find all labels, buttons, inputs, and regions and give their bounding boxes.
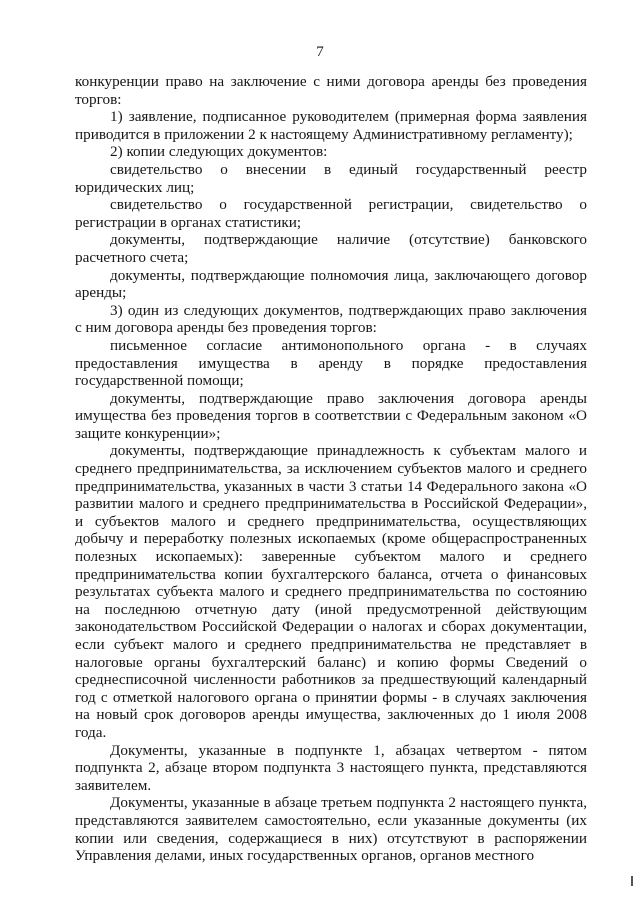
paragraph-state-registration: свидетельство о государственной регистрации, свидетельство о регистрации в органах статистики; [75,196,587,231]
paragraph-small-business: документы, подтверждающие принадлежность к субъектам малого и среднего предпринимательства, за исключением субъектов малого и среднего предпринимательства, указанных в части 3 статьи 14 Федерального закона «О развитии малого и среднего предпринимательства в Российской Федерации», и субъектов малого и среднего предпринимательства, осуществляющих добычу и переработку полезных ископаемых (кроме общераспространенных полезных ископаемых): заверенные субъектом малого и среднего предпринимательства копии бухгалтерского баланса, отчета о финансовых результатах субъекта малого и среднего предпринимательства по состоянию на последнюю отчетную дату (иной предусмотренной действующим законодательством Российской Федерации о налогах и сборах документации, если субъект малого и среднего предпринимательства не представляет в налоговые органы бухгалтерский баланс) и копию формы Сведений о среднесписочной численности работников за предшествующий календарный год с отметкой налогового органа о принятии формы - в случаях заключения на новый срок договоров аренды имущества, заключенных до 1 июля 2008 года. [75,442,587,741]
paragraph-item-3-rights: 3) один из следующих документов, подтверждающих право заключения с ним договора аренды без проведения торгов: [75,301,587,337]
paragraph-self-submitted: Документы, указанные в абзаце третьем подпункта 2 настоящего пункта, представляются заявителем самостоятельно, если указанные документы (их копии или сведения, содержащиеся в них) отсутствуют в распоряжении Управления делами, иных государственных органов, органов местного [75,794,587,865]
paragraph-item-1-application: 1) заявление, подписанное руководителем (примерная форма заявления приводится в приложении 2 к настоящему Административному регламенту); [75,108,587,143]
page-number: 7 [316,44,324,60]
document-body [75,73,587,865]
paragraph-item-2-copies: 2) копии следующих документов: [110,143,328,161]
paragraph-registry-certificate: свидетельство о внесении в единый государственный реестр юридических лиц; [75,160,587,196]
paragraph-applicant-documents: Документы, указанные в подпункте 1, абзацах четвертом - пятом подпункта 2, абзаце втором подпункта 3 настоящего пункта, представляются заявителем. [75,741,587,794]
paragraph-lease-rights: документы, подтверждающие право заключения договора аренды имущества без проведения торгов в соответствии с Федеральным законом «О защите конкуренции»; [75,389,587,442]
paragraph-authority-documents: документы, подтверждающие полномочия лица, заключающего договор аренды; [75,266,587,302]
scan-edge-mark [631,876,633,886]
paragraph-continuation: конкуренции право на заключение с ними договора аренды без проведения торгов: [75,73,587,108]
paragraph-bank-account: документы, подтверждающие наличие (отсутствие) банковского расчетного счета; [75,231,587,266]
paragraph-antimonopoly-consent: письменное согласие антимонопольного органа - в случаях предоставления имущества в аренду в порядке предоставления государственной помощи; [75,336,587,390]
